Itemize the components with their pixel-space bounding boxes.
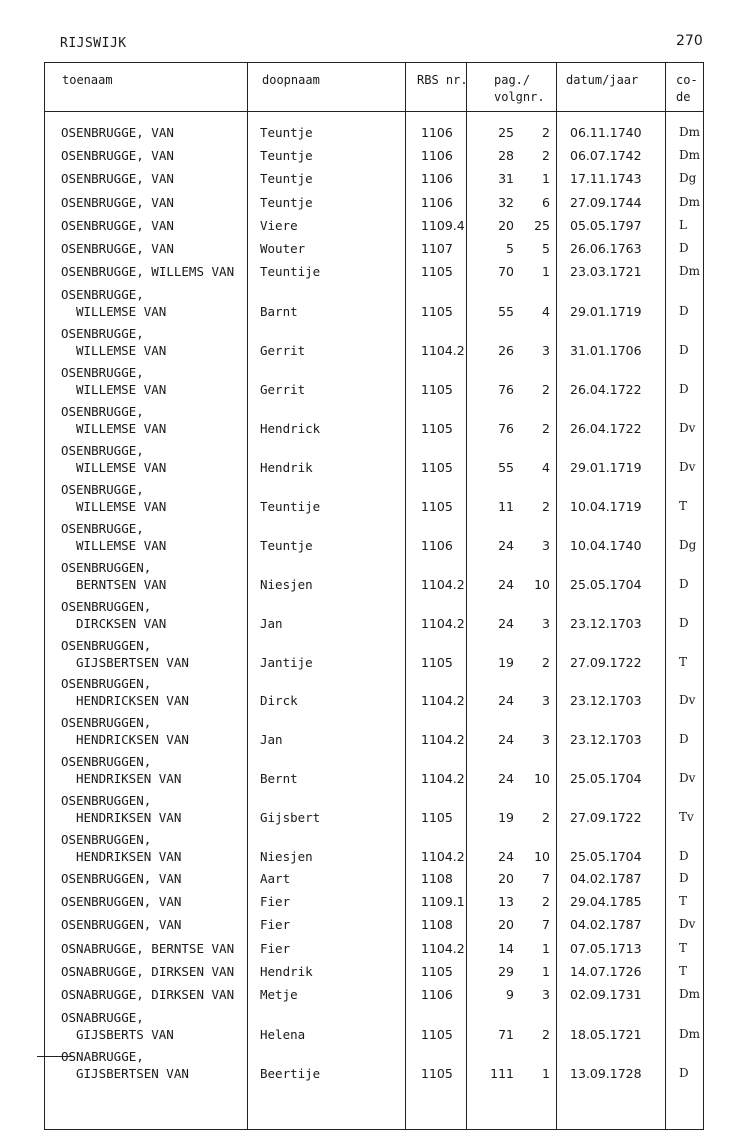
page-number-cell: 71 xyxy=(498,1027,514,1043)
sequence-number-cell: 2 xyxy=(542,894,550,910)
given-name-cell: Niesjen xyxy=(260,576,313,592)
surname-cell: OSENBRUGGEN, VAN xyxy=(61,917,182,933)
date-cell: 06.11.1740 xyxy=(570,125,642,140)
code-cell: D xyxy=(679,343,689,358)
date-cell: 25.05.1704 xyxy=(570,849,642,864)
sequence-number-cell: 2 xyxy=(542,382,550,398)
sequence-number-cell: 2 xyxy=(542,810,550,826)
date-cell: 25.05.1704 xyxy=(570,576,642,592)
code-cell: Dm xyxy=(679,986,700,1001)
code-cell: Dm xyxy=(679,1027,700,1042)
date-cell: 29.01.1719 xyxy=(570,460,642,475)
surname-continued-cell: WILLEMSE VAN xyxy=(76,537,167,553)
rbs-number-cell: 1105 xyxy=(421,382,453,398)
code-cell: D xyxy=(679,576,689,591)
rbs-number-cell: 1109.1 xyxy=(421,894,465,910)
given-name-cell: Hendrick xyxy=(260,421,321,437)
given-name-cell: Wouter xyxy=(260,241,306,256)
page-number-cell: 24 xyxy=(498,849,514,864)
page-number-cell: 24 xyxy=(498,537,514,553)
rbs-number-cell: 1105 xyxy=(421,1066,453,1081)
date-cell: 26.04.1722 xyxy=(570,421,642,437)
date-cell: 07.05.1713 xyxy=(570,940,642,956)
code-cell: Dv xyxy=(679,693,696,708)
code-cell: D xyxy=(679,382,689,397)
rbs-number-cell: 1106 xyxy=(421,194,453,210)
sequence-number-cell: 4 xyxy=(542,304,550,320)
sequence-number-cell: 2 xyxy=(542,125,550,140)
date-cell: 02.09.1731 xyxy=(570,986,642,1002)
rbs-number-cell: 1105 xyxy=(421,654,453,670)
page-number-cell: 25 xyxy=(498,125,514,140)
surname-cell: OSENBRUGGEN, xyxy=(61,676,152,692)
surname-cell: OSENBRUGGEN, xyxy=(61,754,152,770)
rbs-number-cell: 1105 xyxy=(421,1027,453,1043)
surname-cell: OSENBRUGGE, xyxy=(61,481,144,497)
page-number-cell: 24 xyxy=(498,615,514,631)
rbs-number-cell: 1104.2 xyxy=(421,343,465,359)
given-name-cell: Helena xyxy=(260,1027,306,1043)
page-number-cell: 11 xyxy=(498,498,514,514)
page-number-cell: 20 xyxy=(498,217,514,233)
rbs-number-cell: 1105 xyxy=(421,498,453,514)
column-header-pag: pag./ xyxy=(494,73,531,87)
page-number-cell: 28 xyxy=(498,148,514,164)
surname-continued-cell: WILLEMSE VAN xyxy=(76,343,167,359)
surname-cell: OSENBRUGGE, xyxy=(61,443,144,458)
code-cell: D xyxy=(679,241,689,255)
given-name-cell: Fier xyxy=(260,940,291,956)
date-cell: 25.05.1704 xyxy=(570,771,642,787)
sequence-number-cell: 7 xyxy=(542,917,550,933)
code-cell: T xyxy=(679,940,688,955)
date-cell: 05.05.1797 xyxy=(570,217,642,233)
code-cell: Tv xyxy=(679,810,694,825)
given-name-cell: Fier xyxy=(260,894,291,910)
sequence-number-cell: 3 xyxy=(542,537,550,553)
sequence-number-cell: 1 xyxy=(542,1066,550,1081)
rbs-number-cell: 1106 xyxy=(421,148,453,164)
given-name-cell: Teuntje xyxy=(260,537,313,553)
rbs-number-cell: 1106 xyxy=(421,537,453,553)
date-cell: 18.05.1721 xyxy=(570,1027,642,1043)
surname-cell: OSENBRUGGEN, xyxy=(61,715,152,731)
rbs-number-cell: 1108 xyxy=(421,870,453,886)
rbs-number-cell: 1104.2 xyxy=(421,732,465,748)
code-cell: Dm xyxy=(679,125,700,139)
rbs-number-cell: 1104.2 xyxy=(421,771,465,787)
code-cell: Dm xyxy=(679,264,700,279)
surname-cell: OSENBRUGGE, xyxy=(61,365,144,381)
surname-cell: OSENBRUGGE, VAN xyxy=(61,125,174,140)
sequence-number-cell: 1 xyxy=(542,171,550,187)
given-name-cell: Teuntije xyxy=(260,264,321,280)
column-header-datum: datum/jaar xyxy=(566,73,639,87)
given-name-cell: Fier xyxy=(260,917,291,933)
surname-continued-cell: HENDRICKSEN VAN xyxy=(76,693,189,709)
code-cell: D xyxy=(679,849,689,863)
given-name-cell: Dirck xyxy=(260,693,298,709)
surname-cell: OSNABRUGGE, DIRKSEN VAN xyxy=(61,963,235,979)
page-number-cell: 111 xyxy=(490,1066,514,1081)
page-number-cell: 70 xyxy=(498,264,514,280)
surname-continued-cell: GIJSBERTSEN VAN xyxy=(76,654,189,670)
page-number-cell: 24 xyxy=(498,693,514,709)
date-cell: 23.12.1703 xyxy=(570,615,642,631)
rbs-number-cell: 1105 xyxy=(421,963,453,979)
page-number-cell: 55 xyxy=(498,304,514,320)
code-cell: Dv xyxy=(679,771,696,786)
date-cell: 31.01.1706 xyxy=(570,343,642,359)
surname-cell: OSNABRUGGE, xyxy=(61,1010,144,1026)
surname-continued-cell: HENDRICKSEN VAN xyxy=(76,732,189,748)
date-cell: 06.07.1742 xyxy=(570,148,642,164)
rbs-number-cell: 1104.2 xyxy=(421,576,465,592)
date-cell: 29.04.1785 xyxy=(570,894,642,910)
surname-cell: OSENBRUGGEN, VAN xyxy=(61,870,182,886)
column-header-doopnaam: doopnaam xyxy=(262,73,320,87)
sequence-number-cell: 3 xyxy=(542,615,550,631)
rbs-number-cell: 1108 xyxy=(421,917,453,933)
code-cell: L xyxy=(679,217,687,232)
date-cell: 26.06.1763 xyxy=(570,241,642,256)
rbs-number-cell: 1105 xyxy=(421,421,453,437)
sequence-number-cell: 5 xyxy=(542,241,550,256)
sequence-number-cell: 3 xyxy=(542,693,550,709)
given-name-cell: Metje xyxy=(260,986,298,1002)
page-number-cell: 76 xyxy=(498,421,514,437)
surname-continued-cell: WILLEMSE VAN xyxy=(76,421,167,437)
rbs-number-cell: 1105 xyxy=(421,460,453,475)
code-cell: T xyxy=(679,894,688,909)
given-name-cell: Niesjen xyxy=(260,849,313,864)
page-number-cell: 20 xyxy=(498,917,514,933)
given-name-cell: Aart xyxy=(260,870,291,886)
given-name-cell: Barnt xyxy=(260,304,298,320)
surname-continued-cell: HENDRIKSEN VAN xyxy=(76,810,182,826)
surname-cell: OSENBRUGGE, VAN xyxy=(61,194,174,210)
given-name-cell: Bernt xyxy=(260,771,298,787)
rbs-number-cell: 1105 xyxy=(421,264,453,280)
page-number: 270 xyxy=(676,33,703,49)
rbs-number-cell: 1107 xyxy=(421,241,453,256)
sequence-number-cell: 4 xyxy=(542,460,550,475)
given-name-cell: Jantije xyxy=(260,654,313,670)
sequence-number-cell: 3 xyxy=(542,986,550,1002)
sequence-number-cell: 2 xyxy=(542,498,550,514)
sequence-number-cell: 10 xyxy=(534,849,550,864)
page-number-cell: 55 xyxy=(498,460,514,475)
page-number-cell: 32 xyxy=(498,194,514,210)
rbs-number-cell: 1105 xyxy=(421,304,453,320)
surname-continued-cell: WILLEMSE VAN xyxy=(76,460,167,475)
sequence-number-cell: 7 xyxy=(542,870,550,886)
surname-continued-cell: BERNTSEN VAN xyxy=(76,576,167,592)
date-cell: 10.04.1740 xyxy=(570,537,642,553)
page-number-cell: 9 xyxy=(506,986,514,1002)
given-name-cell: Gijsbert xyxy=(260,810,321,826)
given-name-cell: Teuntje xyxy=(260,194,313,210)
rbs-number-cell: 1104.2 xyxy=(421,615,465,631)
sequence-number-cell: 2 xyxy=(542,421,550,437)
surname-cell: OSENBRUGGE, xyxy=(61,520,144,536)
given-name-cell: Hendrik xyxy=(260,963,313,979)
surname-cell: OSNABRUGGE, xyxy=(61,1049,144,1064)
surname-cell: OSENBRUGGE, xyxy=(61,404,144,420)
code-cell: Dv xyxy=(679,917,696,932)
sequence-number-cell: 1 xyxy=(542,940,550,956)
rbs-number-cell: 1104.2 xyxy=(421,940,465,956)
date-cell: 04.02.1787 xyxy=(570,870,642,886)
date-cell: 23.03.1721 xyxy=(570,264,642,280)
sequence-number-cell: 6 xyxy=(542,194,550,210)
surname-continued-cell: WILLEMSE VAN xyxy=(76,498,167,514)
given-name-cell: Beertije xyxy=(260,1066,321,1081)
surname-cell: OSENBRUGGEN, xyxy=(61,598,152,614)
given-name-cell: Viere xyxy=(260,217,298,233)
surname-continued-cell: HENDRIKSEN VAN xyxy=(76,771,182,787)
sequence-number-cell: 1 xyxy=(542,264,550,280)
page-number-cell: 24 xyxy=(498,771,514,787)
code-cell: D xyxy=(679,870,689,885)
surname-cell: OSENBRUGGEN, xyxy=(61,793,152,809)
given-name-cell: Teuntje xyxy=(260,171,313,187)
code-cell: D xyxy=(679,1066,689,1080)
margin-mark xyxy=(37,1056,74,1057)
sequence-number-cell: 2 xyxy=(542,148,550,164)
page-number-cell: 24 xyxy=(498,732,514,748)
code-cell: D xyxy=(679,732,689,747)
date-cell: 14.07.1726 xyxy=(570,963,642,979)
date-cell: 26.04.1722 xyxy=(570,382,642,398)
code-cell: Dm xyxy=(679,148,700,163)
column-header-code-cont: de xyxy=(676,90,691,104)
surname-cell: OSENBRUGGEN, xyxy=(61,832,152,847)
code-cell: Dv xyxy=(679,421,696,436)
date-cell: 23.12.1703 xyxy=(570,732,642,748)
code-cell: T xyxy=(679,654,688,669)
surname-cell: OSNABRUGGE, DIRKSEN VAN xyxy=(61,986,235,1002)
page-number-cell: 19 xyxy=(498,654,514,670)
surname-cell: OSENBRUGGE, xyxy=(61,287,144,303)
rbs-number-cell: 1104.2 xyxy=(421,849,465,864)
column-header-toenaam: toenaam xyxy=(62,73,113,87)
surname-continued-cell: GIJSBERTS VAN xyxy=(76,1027,174,1043)
given-name-cell: Gerrit xyxy=(260,343,306,359)
given-name-cell: Jan xyxy=(260,732,283,748)
sequence-number-cell: 25 xyxy=(534,217,550,233)
page-number-cell: 20 xyxy=(498,870,514,886)
surname-cell: OSENBRUGGEN, xyxy=(61,637,152,653)
surname-cell: OSENBRUGGE, VAN xyxy=(61,241,174,256)
page-number-cell: 19 xyxy=(498,810,514,826)
surname-cell: OSENBRUGGE, VAN xyxy=(61,217,174,233)
page-number-cell: 13 xyxy=(498,894,514,910)
date-cell: 23.12.1703 xyxy=(570,693,642,709)
given-name-cell: Jan xyxy=(260,615,283,631)
surname-cell: OSENBRUGGE, WILLEMS VAN xyxy=(61,264,235,280)
sequence-number-cell: 10 xyxy=(534,771,550,787)
date-cell: 29.01.1719 xyxy=(570,304,642,320)
page-number-cell: 29 xyxy=(498,963,514,979)
column-header-rbs: RBS nr. xyxy=(417,73,468,87)
rbs-number-cell: 1106 xyxy=(421,125,453,140)
code-cell: D xyxy=(679,304,689,319)
code-cell: D xyxy=(679,615,689,630)
surname-cell: OSENBRUGGE, VAN xyxy=(61,171,174,187)
sequence-number-cell: 3 xyxy=(542,732,550,748)
code-cell: T xyxy=(679,498,688,513)
given-name-cell: Gerrit xyxy=(260,382,306,398)
given-name-cell: Teuntje xyxy=(260,125,313,140)
surname-continued-cell: DIRCKSEN VAN xyxy=(76,615,167,631)
given-name-cell: Teuntje xyxy=(260,148,313,164)
code-cell: Dg xyxy=(679,537,697,552)
rbs-number-cell: 1105 xyxy=(421,810,453,826)
sequence-number-cell: 3 xyxy=(542,343,550,359)
page-number-cell: 31 xyxy=(498,171,514,187)
page-place-header: RIJSWIJK xyxy=(60,36,127,51)
surname-cell: OSENBRUGGE, VAN xyxy=(61,148,174,164)
given-name-cell: Hendrik xyxy=(260,460,313,475)
surname-continued-cell: WILLEMSE VAN xyxy=(76,304,167,320)
code-cell: Dg xyxy=(679,171,697,186)
date-cell: 13.09.1728 xyxy=(570,1066,642,1081)
date-cell: 04.02.1787 xyxy=(570,917,642,933)
date-cell: 10.04.1719 xyxy=(570,498,642,514)
column-header-code: co- xyxy=(676,73,698,87)
surname-continued-cell: GIJSBERTSEN VAN xyxy=(76,1066,189,1081)
page-number-cell: 26 xyxy=(498,343,514,359)
surname-cell: OSNABRUGGE, BERNTSE VAN xyxy=(61,940,235,956)
date-cell: 27.09.1744 xyxy=(570,194,642,210)
code-cell: Dv xyxy=(679,460,696,474)
surname-continued-cell: WILLEMSE VAN xyxy=(76,382,167,398)
rbs-number-cell: 1106 xyxy=(421,171,453,187)
date-cell: 17.11.1743 xyxy=(570,171,642,187)
sequence-number-cell: 2 xyxy=(542,1027,550,1043)
column-header-volgnr: volgnr. xyxy=(494,90,545,104)
page-number-cell: 24 xyxy=(498,576,514,592)
page-number-cell: 14 xyxy=(498,940,514,956)
date-cell: 27.09.1722 xyxy=(570,654,642,670)
date-cell: 27.09.1722 xyxy=(570,810,642,826)
page-number-cell: 76 xyxy=(498,382,514,398)
surname-cell: OSENBRUGGE, xyxy=(61,326,144,342)
surname-cell: OSENBRUGGEN, VAN xyxy=(61,894,182,910)
rbs-number-cell: 1109.4 xyxy=(421,217,465,233)
code-cell: Dm xyxy=(679,194,700,209)
sequence-number-cell: 2 xyxy=(542,654,550,670)
rbs-number-cell: 1106 xyxy=(421,986,453,1002)
sequence-number-cell: 10 xyxy=(534,576,550,592)
sequence-number-cell: 1 xyxy=(542,963,550,979)
code-cell: T xyxy=(679,963,688,978)
page-number-cell: 5 xyxy=(506,241,514,256)
surname-cell: OSENBRUGGEN, xyxy=(61,559,152,575)
rbs-number-cell: 1104.2 xyxy=(421,693,465,709)
given-name-cell: Teuntije xyxy=(260,498,321,514)
surname-continued-cell: HENDRIKSEN VAN xyxy=(76,849,182,864)
